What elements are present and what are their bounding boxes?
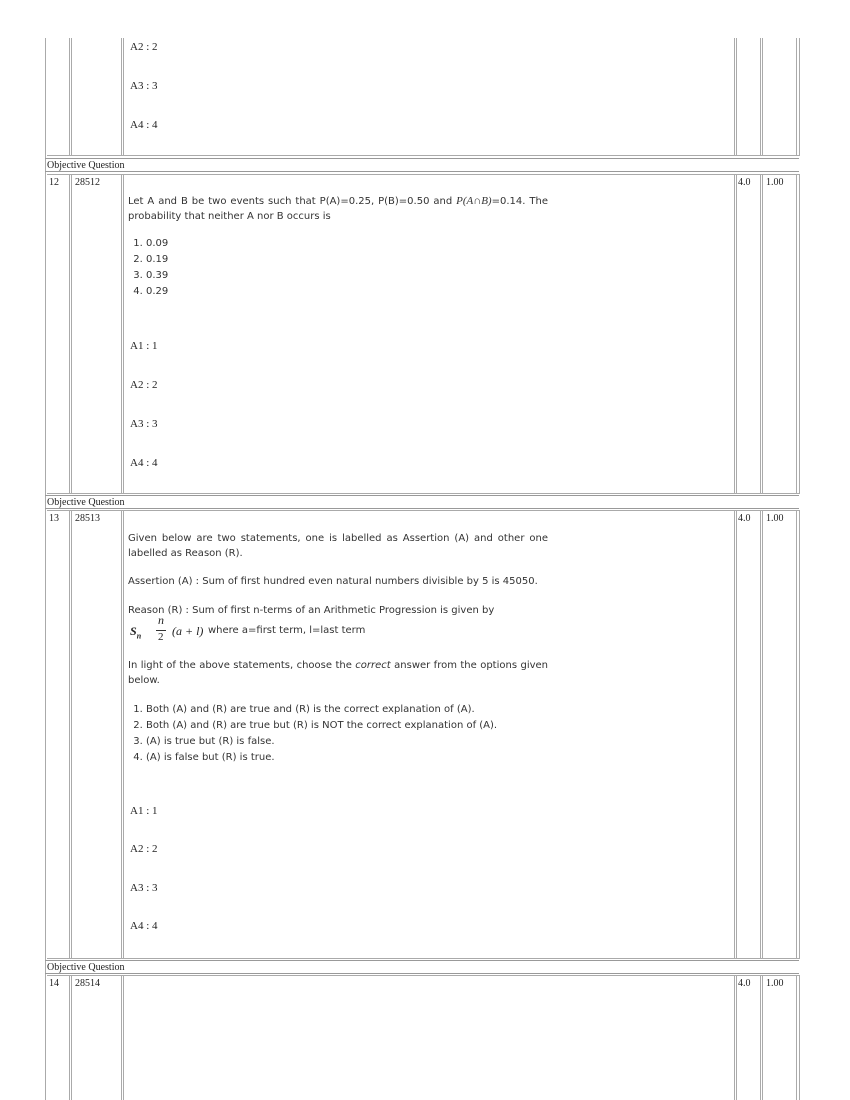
instruction-part: answer from the options given below. — [128, 660, 549, 686]
row-divider — [47, 958, 799, 959]
column-divider — [69, 174, 70, 494]
column-divider — [736, 510, 737, 959]
formula-where: where a=first term, l=last term — [208, 625, 366, 636]
column-divider — [762, 510, 763, 959]
column-divider — [796, 38, 797, 156]
answer-line: A3 : 3 — [130, 418, 158, 430]
column-divider — [123, 174, 124, 494]
question-marks: 4.0 — [738, 978, 751, 989]
table-border — [45, 38, 46, 1100]
question-id: 28512 — [75, 177, 100, 188]
column-divider — [796, 510, 797, 959]
formula-rhs: (a + l) — [172, 624, 204, 638]
option-item: 4. (A) is false but (R) is true. — [146, 750, 560, 766]
row-divider — [47, 493, 799, 494]
formula-lhs — [130, 624, 141, 640]
column-divider — [69, 38, 70, 156]
row-divider — [47, 155, 799, 156]
question-negative-marks: 1.00 — [766, 978, 784, 989]
column-divider — [69, 510, 70, 959]
question-type-bar: Objective Question — [45, 158, 799, 172]
option-item: 2. 0.19 — [146, 252, 540, 268]
column-divider — [121, 174, 122, 494]
question-negative-marks: 1.00 — [766, 177, 784, 188]
column-divider — [799, 510, 800, 959]
question-marks: 4.0 — [738, 177, 751, 188]
column-divider — [760, 510, 761, 959]
math-expression: P(A∩B) — [456, 195, 492, 207]
column-divider — [762, 38, 763, 156]
column-divider — [736, 975, 737, 1100]
question-number: 12 — [49, 177, 59, 188]
option-item: 1. Both (A) and (R) are true and (R) is the correct explanation of (A). — [146, 702, 560, 718]
question-type-bar: Objective Question — [45, 960, 799, 974]
column-divider — [760, 38, 761, 156]
column-divider — [734, 975, 735, 1100]
row-divider — [47, 510, 799, 511]
question-number: 13 — [49, 513, 59, 524]
row-divider — [47, 975, 799, 976]
option-item: 3. (A) is true but (R) is false. — [146, 734, 560, 750]
column-divider — [762, 174, 763, 494]
option-item: 1. 0.09 — [146, 236, 540, 252]
row-divider — [47, 174, 799, 175]
instruction-text — [128, 658, 548, 688]
column-divider — [734, 38, 735, 156]
question-text-part: Let A and B be two events such that P(A)=0.25, P(B)=0.50 and — [128, 196, 457, 207]
instruction-part: In light of the above statements, choose the — [128, 660, 356, 671]
answer-line: A1 : 1 — [130, 340, 158, 352]
options-list — [120, 236, 540, 300]
option-item: 2. Both (A) and (R) are true but (R) is NOT the correct explanation of (A). — [146, 718, 560, 734]
question-type-bar: Objective Question — [45, 495, 799, 509]
column-divider — [71, 975, 72, 1100]
formula-denominator: 2 — [158, 631, 164, 643]
column-divider — [796, 975, 797, 1100]
column-divider — [799, 38, 800, 156]
answer-line: A2 : 2 — [130, 379, 158, 391]
answer-line: A3 : 3 — [130, 80, 158, 92]
column-divider — [734, 174, 735, 494]
sum-formula — [128, 615, 488, 645]
question-text — [128, 194, 548, 224]
question-number: 14 — [49, 978, 59, 989]
column-divider — [123, 38, 124, 156]
answer-line: A2 : 2 — [130, 41, 158, 53]
answer-line: A1 : 1 — [130, 805, 158, 817]
column-divider — [734, 510, 735, 959]
assertion-text: Assertion (A) : Sum of first hundred even natural numbers divisible by 5 is 45050. — [128, 576, 538, 587]
column-divider — [121, 38, 122, 156]
column-divider — [762, 975, 763, 1100]
question-text-part: =0.14. The probability that neither A nor B occurs is — [128, 196, 548, 222]
reason-text: Reason (R) : Sum of first n-terms of an Arithmetic Progression is given by — [128, 605, 495, 616]
answer-line: A4 : 4 — [130, 457, 158, 469]
question-negative-marks: 1.00 — [766, 513, 784, 524]
column-divider — [796, 174, 797, 494]
option-item: 4. 0.29 — [146, 284, 540, 300]
formula-subscript: n — [136, 631, 142, 641]
answer-line: A2 : 2 — [130, 843, 158, 855]
formula-numerator: n — [158, 613, 164, 627]
column-divider — [760, 975, 761, 1100]
column-divider — [71, 174, 72, 494]
question-marks: 4.0 — [738, 513, 751, 524]
answer-line: A3 : 3 — [130, 882, 158, 894]
column-divider — [123, 975, 124, 1100]
option-item: 3. 0.39 — [146, 268, 540, 284]
column-divider — [736, 174, 737, 494]
instruction-emphasis: correct — [355, 660, 391, 671]
options-list — [120, 702, 560, 766]
answer-line: A4 : 4 — [130, 119, 158, 131]
formula-lhs-symbol: S — [130, 624, 137, 638]
column-divider — [736, 38, 737, 156]
column-divider — [760, 174, 761, 494]
column-divider — [71, 38, 72, 156]
question-intro: Given below are two statements, one is labelled as Assertion (A) and other one labelled as Reason (R). — [128, 533, 548, 559]
column-divider — [799, 975, 800, 1100]
column-divider — [121, 975, 122, 1100]
question-id: 28514 — [75, 978, 100, 989]
column-divider — [71, 510, 72, 959]
column-divider — [799, 174, 800, 494]
column-divider — [69, 975, 70, 1100]
question-id: 28513 — [75, 513, 100, 524]
answer-line: A4 : 4 — [130, 920, 158, 932]
